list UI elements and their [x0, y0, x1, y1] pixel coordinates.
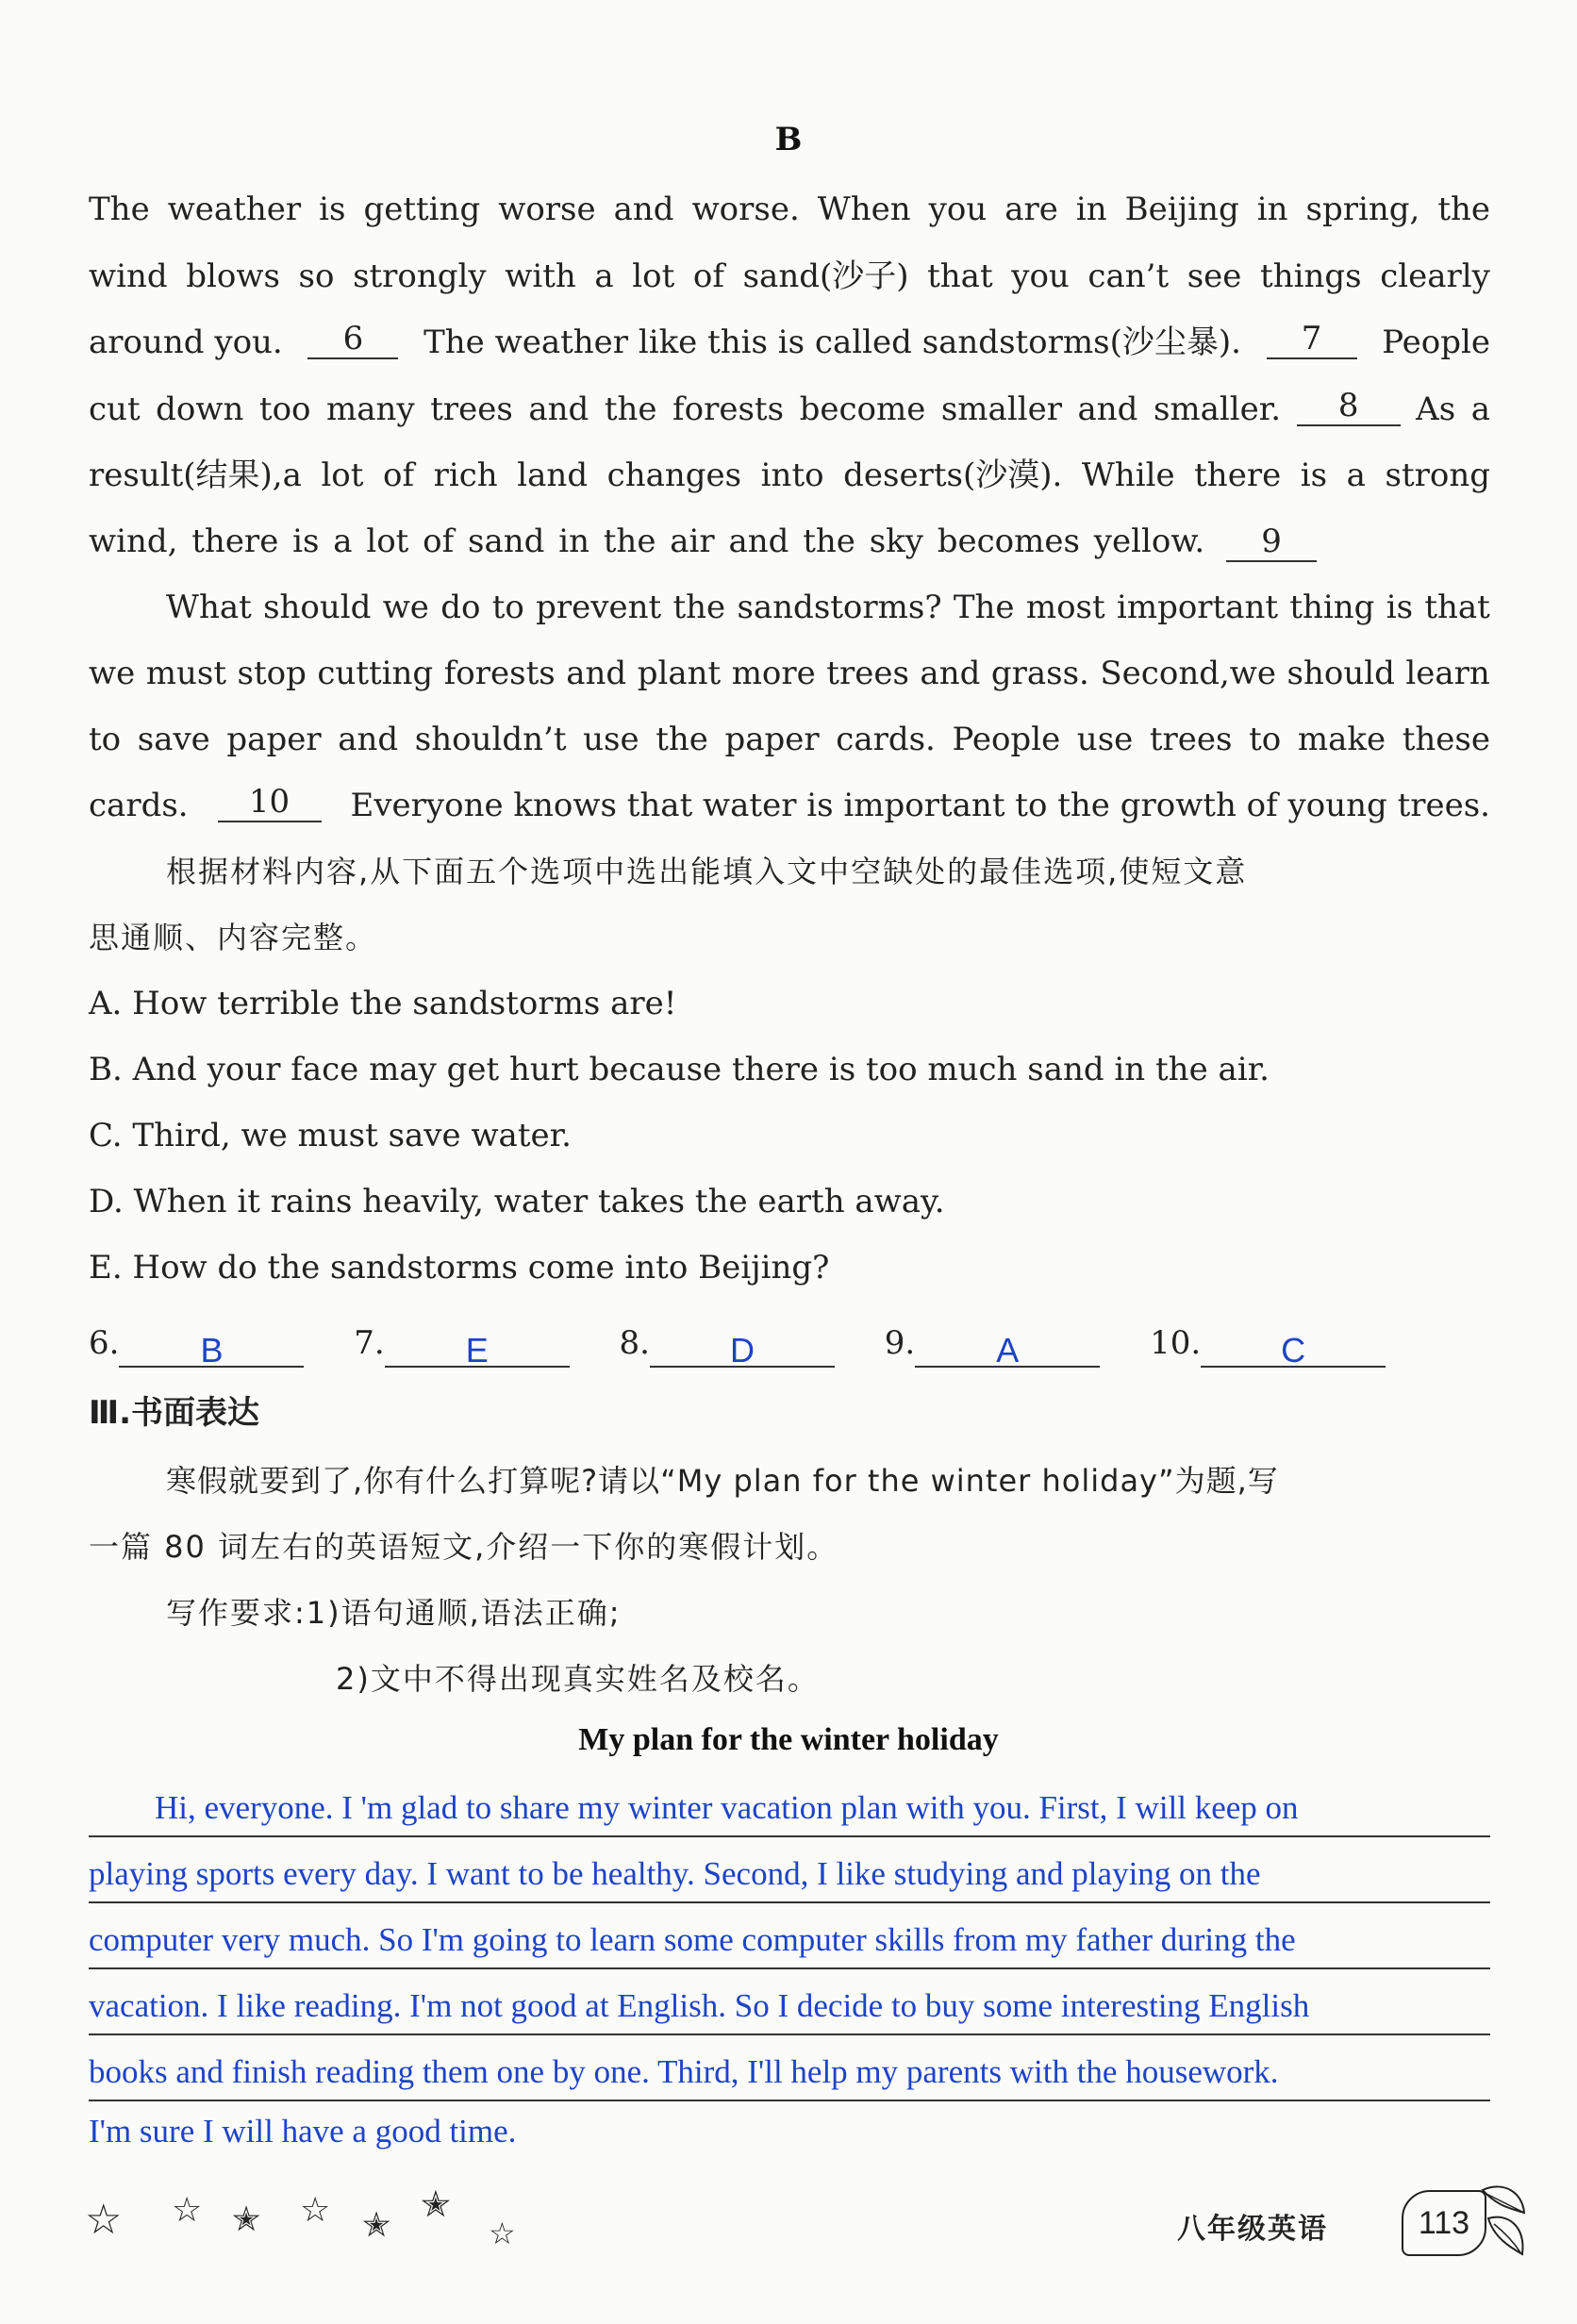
writing-requirement-2: 2)文中不得出现真实姓名及校名。	[336, 1661, 820, 1697]
essay-line-6: I'm sure I will have a good time.	[89, 2113, 517, 2150]
answer-9: A	[915, 1322, 1100, 1368]
answer-10: C	[1201, 1322, 1386, 1368]
passage-line-5: result(结果),a lot of rich land changes into deserts(沙漠). While there is a strong	[89, 456, 1490, 494]
passage-line-7: What should we do to prevent the sandstorms? The most important thing is that	[166, 589, 1490, 626]
star-icon: ✭	[421, 2183, 451, 2225]
blank-7: 7	[1267, 318, 1357, 359]
passage-line-2: wind blows so strongly with a lot of sand(沙子) that you can’t see things clearly	[89, 257, 1490, 295]
section-letter: B	[774, 121, 803, 158]
passage-line-9: to save paper and shouldn’t use the paper cards. People use trees to make these	[89, 721, 1490, 758]
writing-heading: Ⅲ.书面表达	[89, 1394, 260, 1432]
essay-line-4: vacation. I like reading. I'm not good at English. So I decide to buy some interesting English	[89, 1979, 1490, 2035]
essay-line-3: computer very much. So I'm going to learn some computer skills from my father during the	[89, 1913, 1490, 1969]
writing-prompt-2: 一篇 80 词左右的英语短文,介绍一下你的寒假计划。	[89, 1529, 839, 1565]
option-c: C. Third, we must save water.	[89, 1117, 572, 1154]
passage-line-4: cut down too many trees and the forests become smaller and smaller. 8 As a	[89, 387, 1490, 428]
star-icon: ☆	[85, 2196, 123, 2244]
option-e: E. How do the sandstorms come into Beijing?	[89, 1249, 830, 1286]
answer-7: E	[385, 1322, 570, 1368]
star-icon: ☆	[172, 2191, 203, 2230]
star-icon: ✭	[362, 2206, 391, 2245]
passage-line-6: wind, there is a lot of sand in the air and the sky becomes yellow. 9	[89, 517, 1490, 566]
essay-line-2: playing sports every day. I want to be healthy. Second, I like studying and playing on the	[89, 1847, 1490, 1903]
option-a: A. How terrible the sandstorms are!	[89, 985, 677, 1022]
answer-8: D	[650, 1322, 835, 1368]
star-icon: ✭	[232, 2200, 261, 2239]
passage-line-8: we must stop cutting forests and plant more trees and grass. Second,we should learn	[89, 655, 1490, 692]
blank-8: 8	[1297, 385, 1401, 426]
blank-6: 6	[307, 318, 398, 359]
blank-9: 9	[1226, 521, 1317, 562]
writing-prompt-1: 寒假就要到了,你有什么打算呢?请以“My plan for the winter holiday”为题,写	[166, 1463, 1279, 1499]
star-icon: ☆	[489, 2216, 516, 2251]
option-b: B. And your face may get hurt because there is too much sand in the air.	[89, 1051, 1270, 1088]
page-number: 113	[1402, 2190, 1486, 2256]
essay-title: My plan for the winter holiday	[578, 1722, 999, 1757]
option-d: D. When it rains heavily, water takes the earth away.	[89, 1183, 945, 1220]
leaf-icon	[1475, 2181, 1532, 2262]
essay-line-1: Hi, everyone. I 'm glad to share my winter vacation plan with you. First, I will keep on	[89, 1781, 1490, 1837]
grade-subject-label: 八年级英语	[1177, 2213, 1328, 2246]
decorative-stars	[85, 2183, 556, 2262]
answer-row: 6. B 7. E 8. D 9. A 10. C	[89, 1319, 1386, 1368]
star-icon: ☆	[300, 2191, 331, 2230]
essay-line-5: books and finish reading them one by one. Third, I'll help my parents with the housework.	[89, 2045, 1490, 2101]
answer-6: B	[119, 1322, 304, 1368]
passage-line-10: cards. 10 Everyone knows that water is important to the growth of young trees.	[89, 783, 1490, 824]
writing-requirement-1: 写作要求:1)语句通顺,语法正确;	[166, 1595, 622, 1631]
passage-line-1: The weather is getting worse and worse. When you are in Beijing in spring, the	[89, 191, 1490, 228]
instruction-line-2: 思通顺、内容完整。	[89, 920, 378, 955]
passage-line-3: around you. 6 The weather like this is called sandstorms(沙尘暴). 7 People	[89, 320, 1490, 361]
blank-10: 10	[218, 781, 322, 822]
instruction-line-1: 根据材料内容,从下面五个选项中选出能填入文中空缺处的最佳选项,使短文意	[166, 854, 1248, 889]
